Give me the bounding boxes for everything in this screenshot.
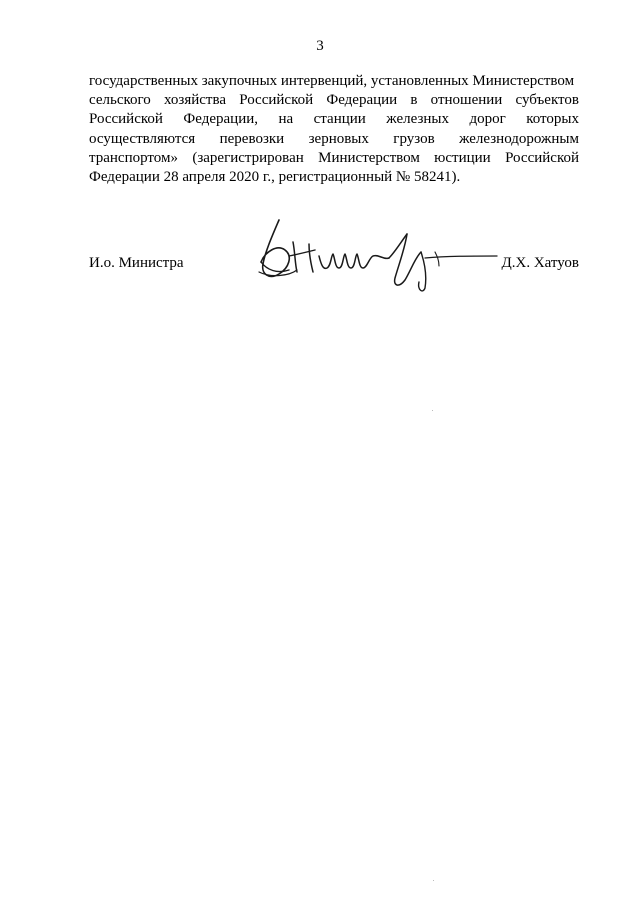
scan-speck [433,880,434,881]
body-paragraph [89,72,579,187]
signature-block [89,212,579,302]
body-line: Федерации 28 апреля 2020 г., регистрационный № 58241). [89,168,461,185]
position-title: И.о. Министра [89,255,184,271]
body-line: государственных закупочных интервенций, установленных Министерством [89,73,575,89]
body-line: сельского хозяйства Российской Федерации в отношении субъектов [89,92,579,109]
scan-speck [432,410,433,411]
body-line: осуществляются перевозки зерновых грузов железнодорожным [89,130,579,147]
handwritten-signature [249,212,499,302]
signer-name: Д.Х. Хатуов [501,255,579,271]
body-line: Российской Федерации, на станции железных дорог которых [89,111,579,128]
page-number: 3 [316,38,324,54]
body-line: транспортом» (зарегистрирован Министерством юстиции Российской [89,149,579,166]
